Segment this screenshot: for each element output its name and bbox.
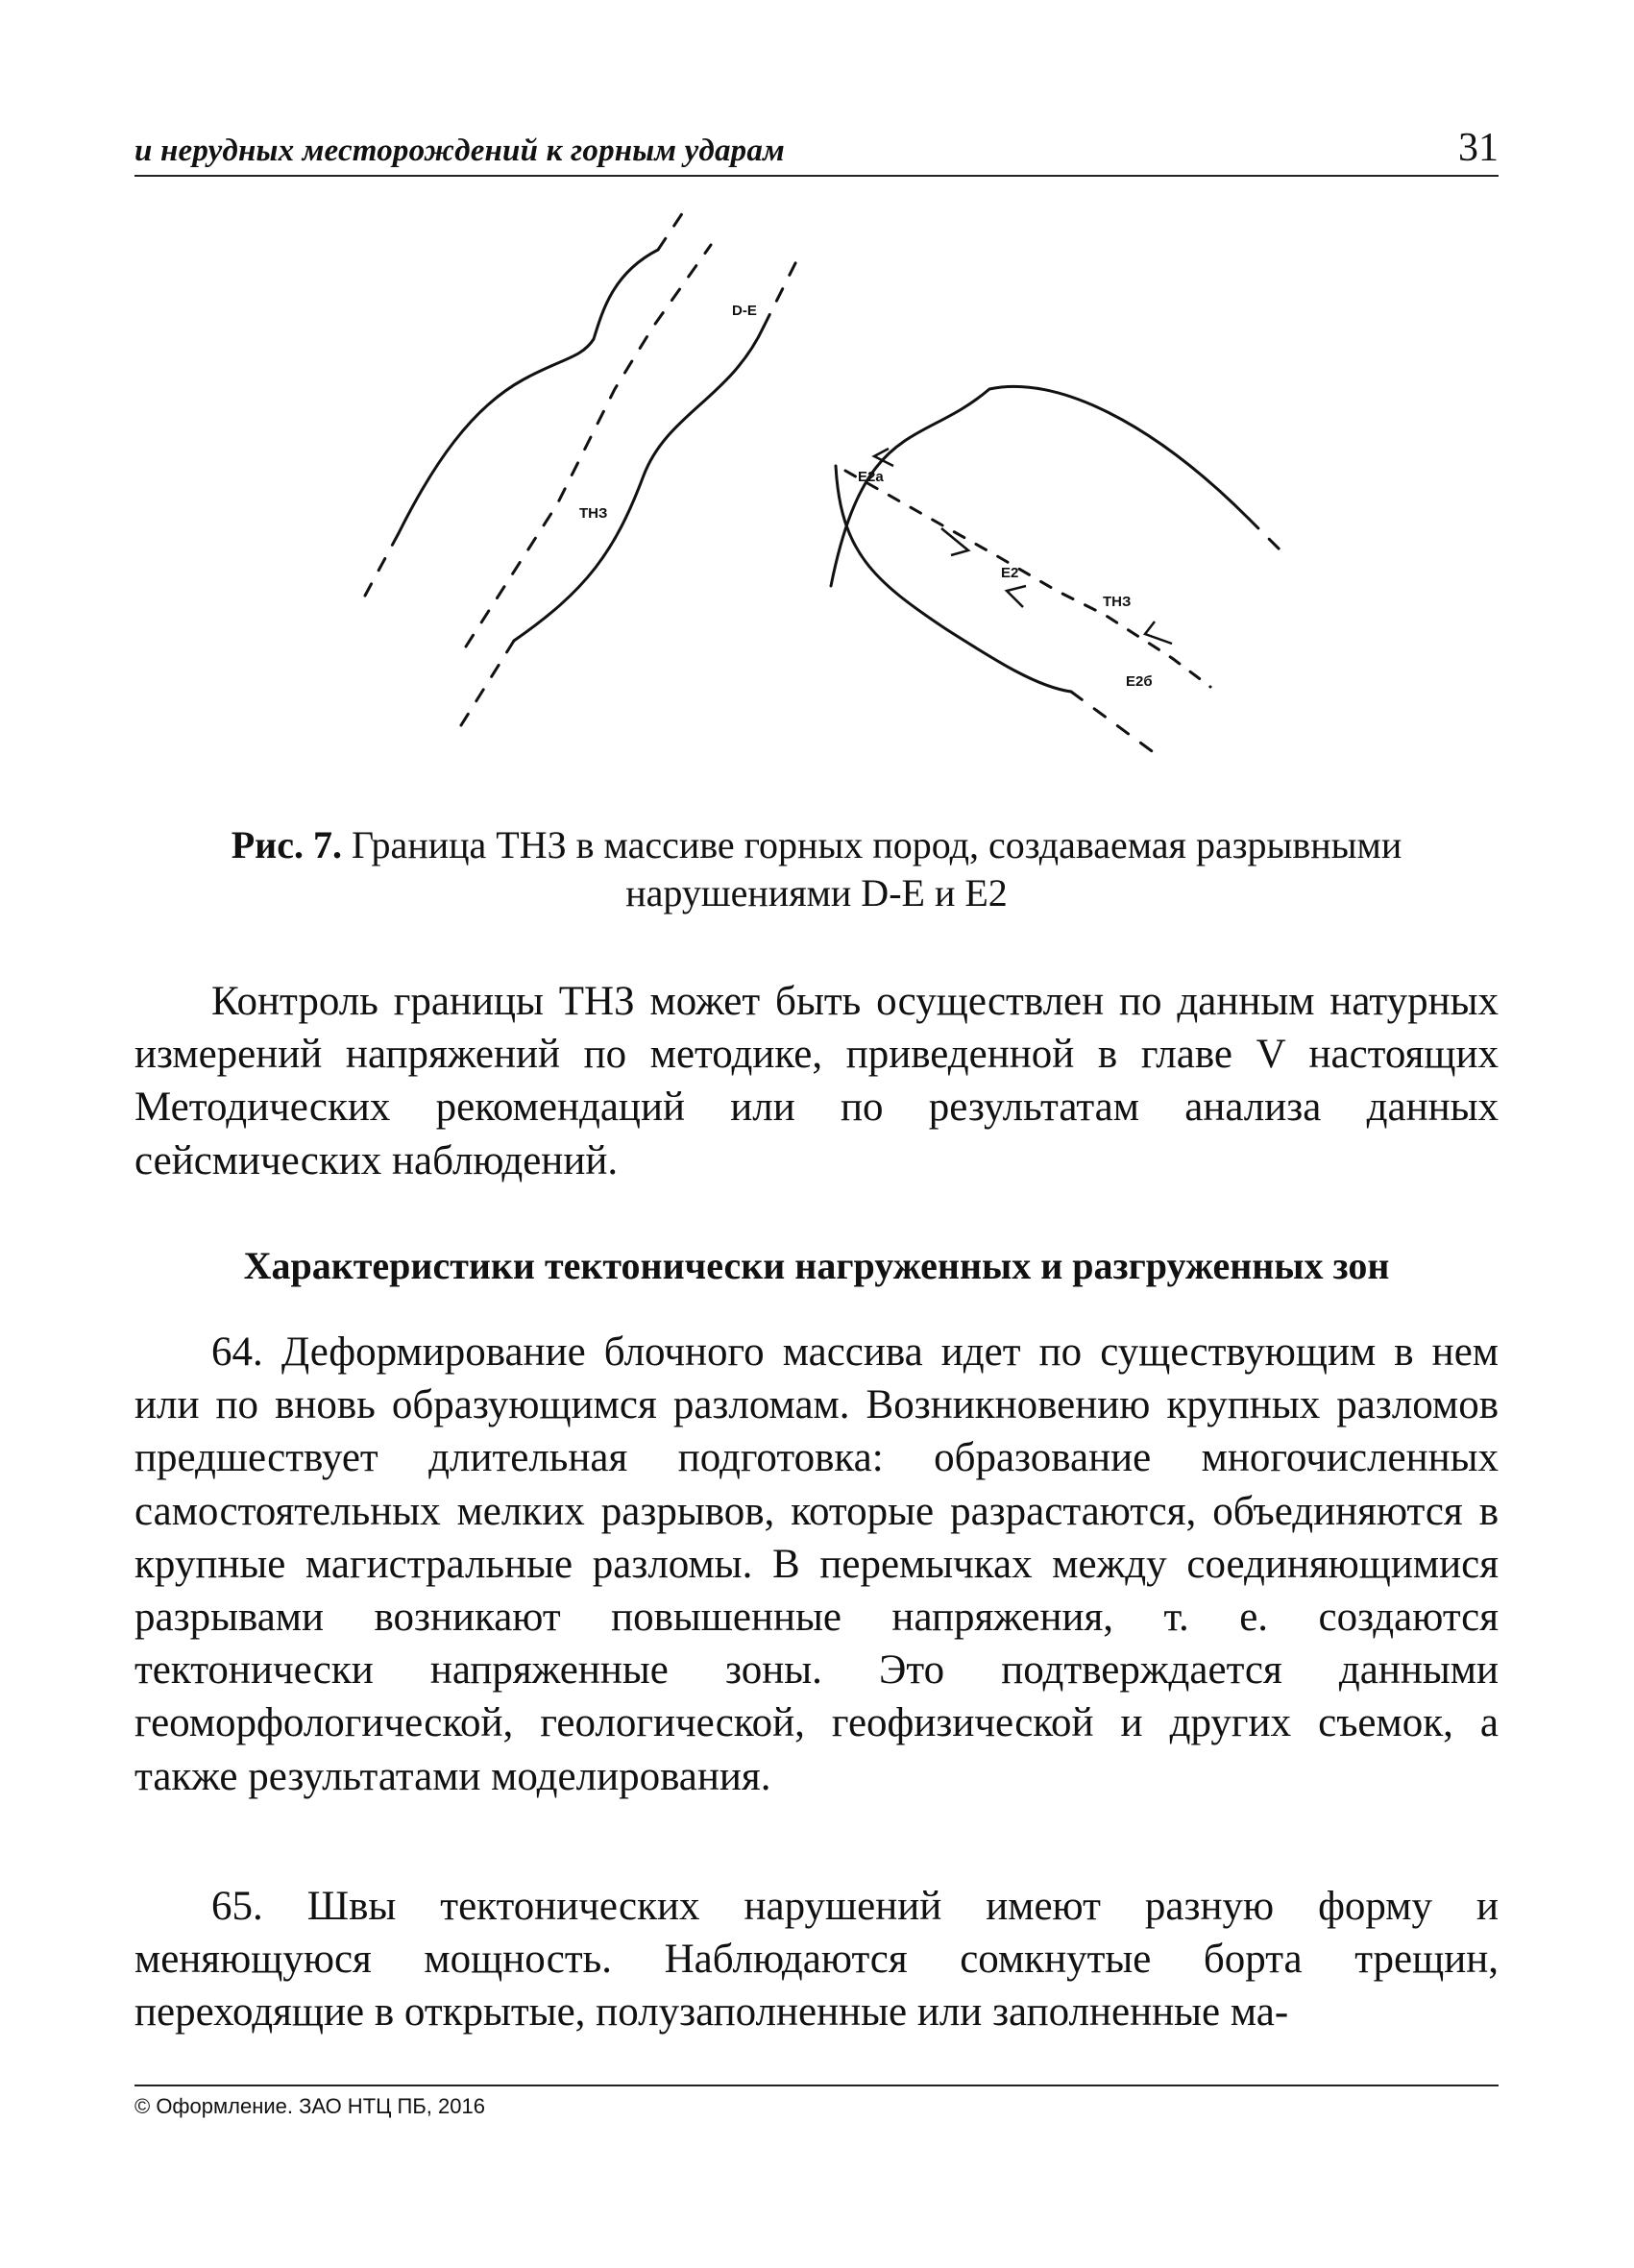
paragraph-control — [134, 975, 1499, 1187]
left-zone-inner-boundary-dashed — [461, 259, 797, 725]
page-number: 31 — [1458, 126, 1499, 170]
right-zone-boundary-dashed-lower — [1071, 692, 1162, 759]
fault-e2-line — [845, 471, 1210, 687]
label-fault-e2a: E2a — [858, 469, 884, 485]
right-zone-boundary-lower — [836, 466, 1071, 692]
fault-de-line — [466, 245, 711, 646]
paragraph-64-text: 64. Деформирование блочного массива идет по существующим в нем или по вновь образующимся разломам. Возникновению крупных разломов предшествует длительная подготовка: образование многочисленных самостоятельных мелких разрывов, которые разрастаются, объединяются в крупные магистральные разломы. В перемычках между соединяющимися разрывами возникают повышенные напряжения, т. е. создаются тектонически напряженные зоны. Это подтверждается данными геоморфологической, геологической, геофизической и других съемок, а также результатами моделирования. — [134, 1329, 1499, 1799]
right-zone-boundary — [831, 386, 1249, 586]
left-zone-outer-boundary-dashed — [365, 207, 687, 596]
caption-text: Граница ТНЗ в массиве горных пород, создаваемая разрывными нарушениями D-E и E2 — [351, 823, 1402, 915]
running-header — [134, 115, 1499, 177]
label-fault-e2: E2 — [1001, 565, 1019, 581]
label-fault-de: D-E — [732, 303, 757, 319]
copyright-note: © Оформление. ЗАО НТЦ ПБ, 2016 — [134, 2094, 485, 2118]
figure-7 — [327, 187, 1287, 812]
page-footer — [134, 2085, 1499, 2119]
left-zone-inner-boundary — [514, 327, 764, 641]
fault-zone-diagram — [327, 187, 1287, 812]
right-zone-boundary-dashed-upper — [1249, 519, 1287, 557]
fault-arrows — [874, 449, 1172, 644]
label-fault-e2b: E2б — [1126, 673, 1153, 690]
section-heading: Характеристики тектонически нагруженных и разгруженных зон — [243, 1244, 1390, 1287]
label-zone-left: ТНЗ — [579, 505, 608, 522]
running-title: и нерудных месторождений к горным ударам — [134, 134, 785, 168]
paragraph-65 — [134, 1880, 1499, 2039]
paragraph-64 — [134, 1326, 1499, 1803]
left-zone-outer-boundary — [399, 250, 658, 533]
paragraph-control-text: Контроль границы ТНЗ может быть осуществлен по данным натурных измерений напряжений по методике, приведенной в главе V настоящих Методических рекомендаций или по результатам анализа данных сейсмических наблюдений. — [134, 979, 1499, 1183]
label-zone-right: ТНЗ — [1103, 594, 1132, 610]
caption-label: Рис. 7. — [231, 823, 342, 866]
paragraph-65-text: 65. Швы тектонических нарушений имеют разную форму и меняющуюся мощность. Наблюдаются сомкнутые борта трещин, переходящие в открытые, полузаполненные или заполненные ма- — [134, 1884, 1499, 2036]
figure-caption — [134, 821, 1499, 917]
